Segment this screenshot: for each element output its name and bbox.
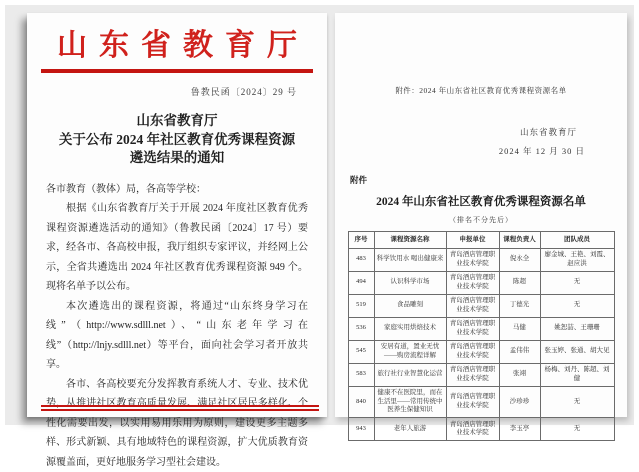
table-row — [348, 248, 614, 271]
table-cell: 孟伟伟 — [499, 340, 540, 363]
table-cell: 姚恕喆、王珊珊 — [540, 317, 614, 340]
table-cell: 青岛酒店管理职业技术学院 — [446, 340, 499, 363]
table-cell: 杨梅、刘丹、陈超、刘健 — [540, 363, 614, 386]
table-cell: 483 — [348, 248, 374, 271]
table-cell: 536 — [348, 317, 374, 340]
body-paragraph: 本次遴选出的课程资源，将通过“山东终身学习在线”（http://www.sdlll.net）、“山东老年学习在线”（http://lnjy.sdlll.net）等平台，面向社会学习者开放共享。 — [46, 297, 308, 375]
table-cell: 545 — [348, 340, 374, 363]
attachment-page — [335, 13, 627, 417]
table-cell: 科学饮用水 喝出健康来 — [374, 248, 446, 271]
table-cell: 无 — [540, 271, 614, 294]
notice-title — [27, 112, 327, 168]
table-cell: 943 — [348, 418, 374, 441]
table-cell: 青岛酒店管理职业技术学院 — [446, 294, 499, 317]
table-cell: 青岛酒店管理职业技术学院 — [446, 386, 499, 418]
table-cell: 青岛酒店管理职业技术学院 — [446, 418, 499, 441]
agency-red-header: 山东省教育厅 — [27, 29, 327, 63]
table-header-cell: 申报单位 — [446, 232, 499, 249]
table-row — [348, 363, 614, 386]
table-cell: 青岛酒店管理职业技术学院 — [446, 271, 499, 294]
resource-table-body — [348, 248, 614, 441]
resource-table — [348, 231, 615, 441]
table-cell: 老年人旅游 — [374, 418, 446, 441]
table-cell: 青岛酒店管理职业技术学院 — [446, 363, 499, 386]
body-paragraph: 根据《山东省教育厅关于开展 2024 年度社区教育优秀课程资源遴选活动的通知》（鲁教民函〔2024〕17 号）要求，经各市、各高校申报，我厅组织专家评议，并经网上公示，全省共遴选出 2024 年社区教育优秀课程资源 949 个。现将名单予以公布。 — [46, 199, 308, 297]
attachment-note: 附件：2024 年山东省社区教育优秀课程资源名单 — [335, 85, 627, 96]
table-cell: 食品雕刻 — [374, 294, 446, 317]
table-cell: 安居有道，置业无忧——购房流程详解 — [374, 340, 446, 363]
table-row — [348, 418, 614, 441]
table-cell: 无 — [540, 294, 614, 317]
table-row — [348, 271, 614, 294]
table-cell: 青岛酒店管理职业技术学院 — [446, 317, 499, 340]
notice-title-line3: 遴选结果的通知 — [27, 149, 327, 168]
salutation: 各市教育（教体）局，各高等学校： — [46, 180, 308, 200]
table-cell: 健康不在医院里，而在生活里——常用传统中医养生保健知识 — [374, 386, 446, 418]
table-cell: 丁德光 — [499, 294, 540, 317]
document-number: 鲁教民函〔2024〕29 号 — [27, 85, 327, 98]
table-cell: 519 — [348, 294, 374, 317]
table-cell: 583 — [348, 363, 374, 386]
table-header-row — [348, 232, 614, 249]
table-header-cell: 团队成员 — [540, 232, 614, 249]
red-header-rule — [41, 69, 313, 73]
table-cell: 廖金城、王艳、刘霞、赵应洪 — [540, 248, 614, 271]
table-header-cell: 课程负责人 — [499, 232, 540, 249]
table-cell: 840 — [348, 386, 374, 418]
attachment-label: 附件 — [335, 174, 627, 186]
table-row — [348, 386, 614, 418]
table-cell: 青岛酒店管理职业技术学院 — [446, 248, 499, 271]
notice-body — [27, 180, 327, 472]
notice-title-line2: 关于公布 2024 年社区教育优秀课程资源 — [27, 131, 327, 150]
table-row — [348, 317, 614, 340]
table-cell: 494 — [348, 271, 374, 294]
notice-title-line1: 山东省教育厅 — [27, 112, 327, 131]
table-subtitle: （排名不分先后） — [335, 215, 627, 225]
table-header-cell: 课程资源名称 — [374, 232, 446, 249]
table-cell: 张玉婷、张通、胡大见 — [540, 340, 614, 363]
notice-page — [27, 13, 327, 417]
table-cell: 陈超 — [499, 271, 540, 294]
table-cell: 无 — [540, 418, 614, 441]
table-row — [348, 340, 614, 363]
body-paragraph: 各市、各高校要充分发挥教育系统人才、专业、技术优势，从推进社区教育高质量发展、满足社区居民多样化、个性化需要出发，以实用易用乐用为原则，建设更多主题多样、形式新颖、具有地域特色的课程资源，扩大优质教育资源覆盖面，更好地服务学习型社会建设。 — [46, 375, 308, 472]
table-cell: 张翊 — [499, 363, 540, 386]
sign-date: 2024 年 12 月 30 日 — [335, 145, 627, 157]
table-cell: 马健 — [499, 317, 540, 340]
table-cell: 旅行社行业智慧化运营 — [374, 363, 446, 386]
red-footer-rule — [41, 405, 319, 411]
table-cell: 沙珍珍 — [499, 386, 540, 418]
table-cell: 认识科学市场 — [374, 271, 446, 294]
table-header-cell: 序号 — [348, 232, 374, 249]
signer-name: 山东省教育厅 — [335, 126, 627, 138]
table-row — [348, 294, 614, 317]
table-title: 2024 年山东省社区教育优秀课程资源名单 — [335, 193, 627, 209]
table-cell: 家庭实用烘焙技术 — [374, 317, 446, 340]
table-cell: 无 — [540, 386, 614, 418]
table-cell: 李玉亭 — [499, 418, 540, 441]
table-cell: 倪永全 — [499, 248, 540, 271]
